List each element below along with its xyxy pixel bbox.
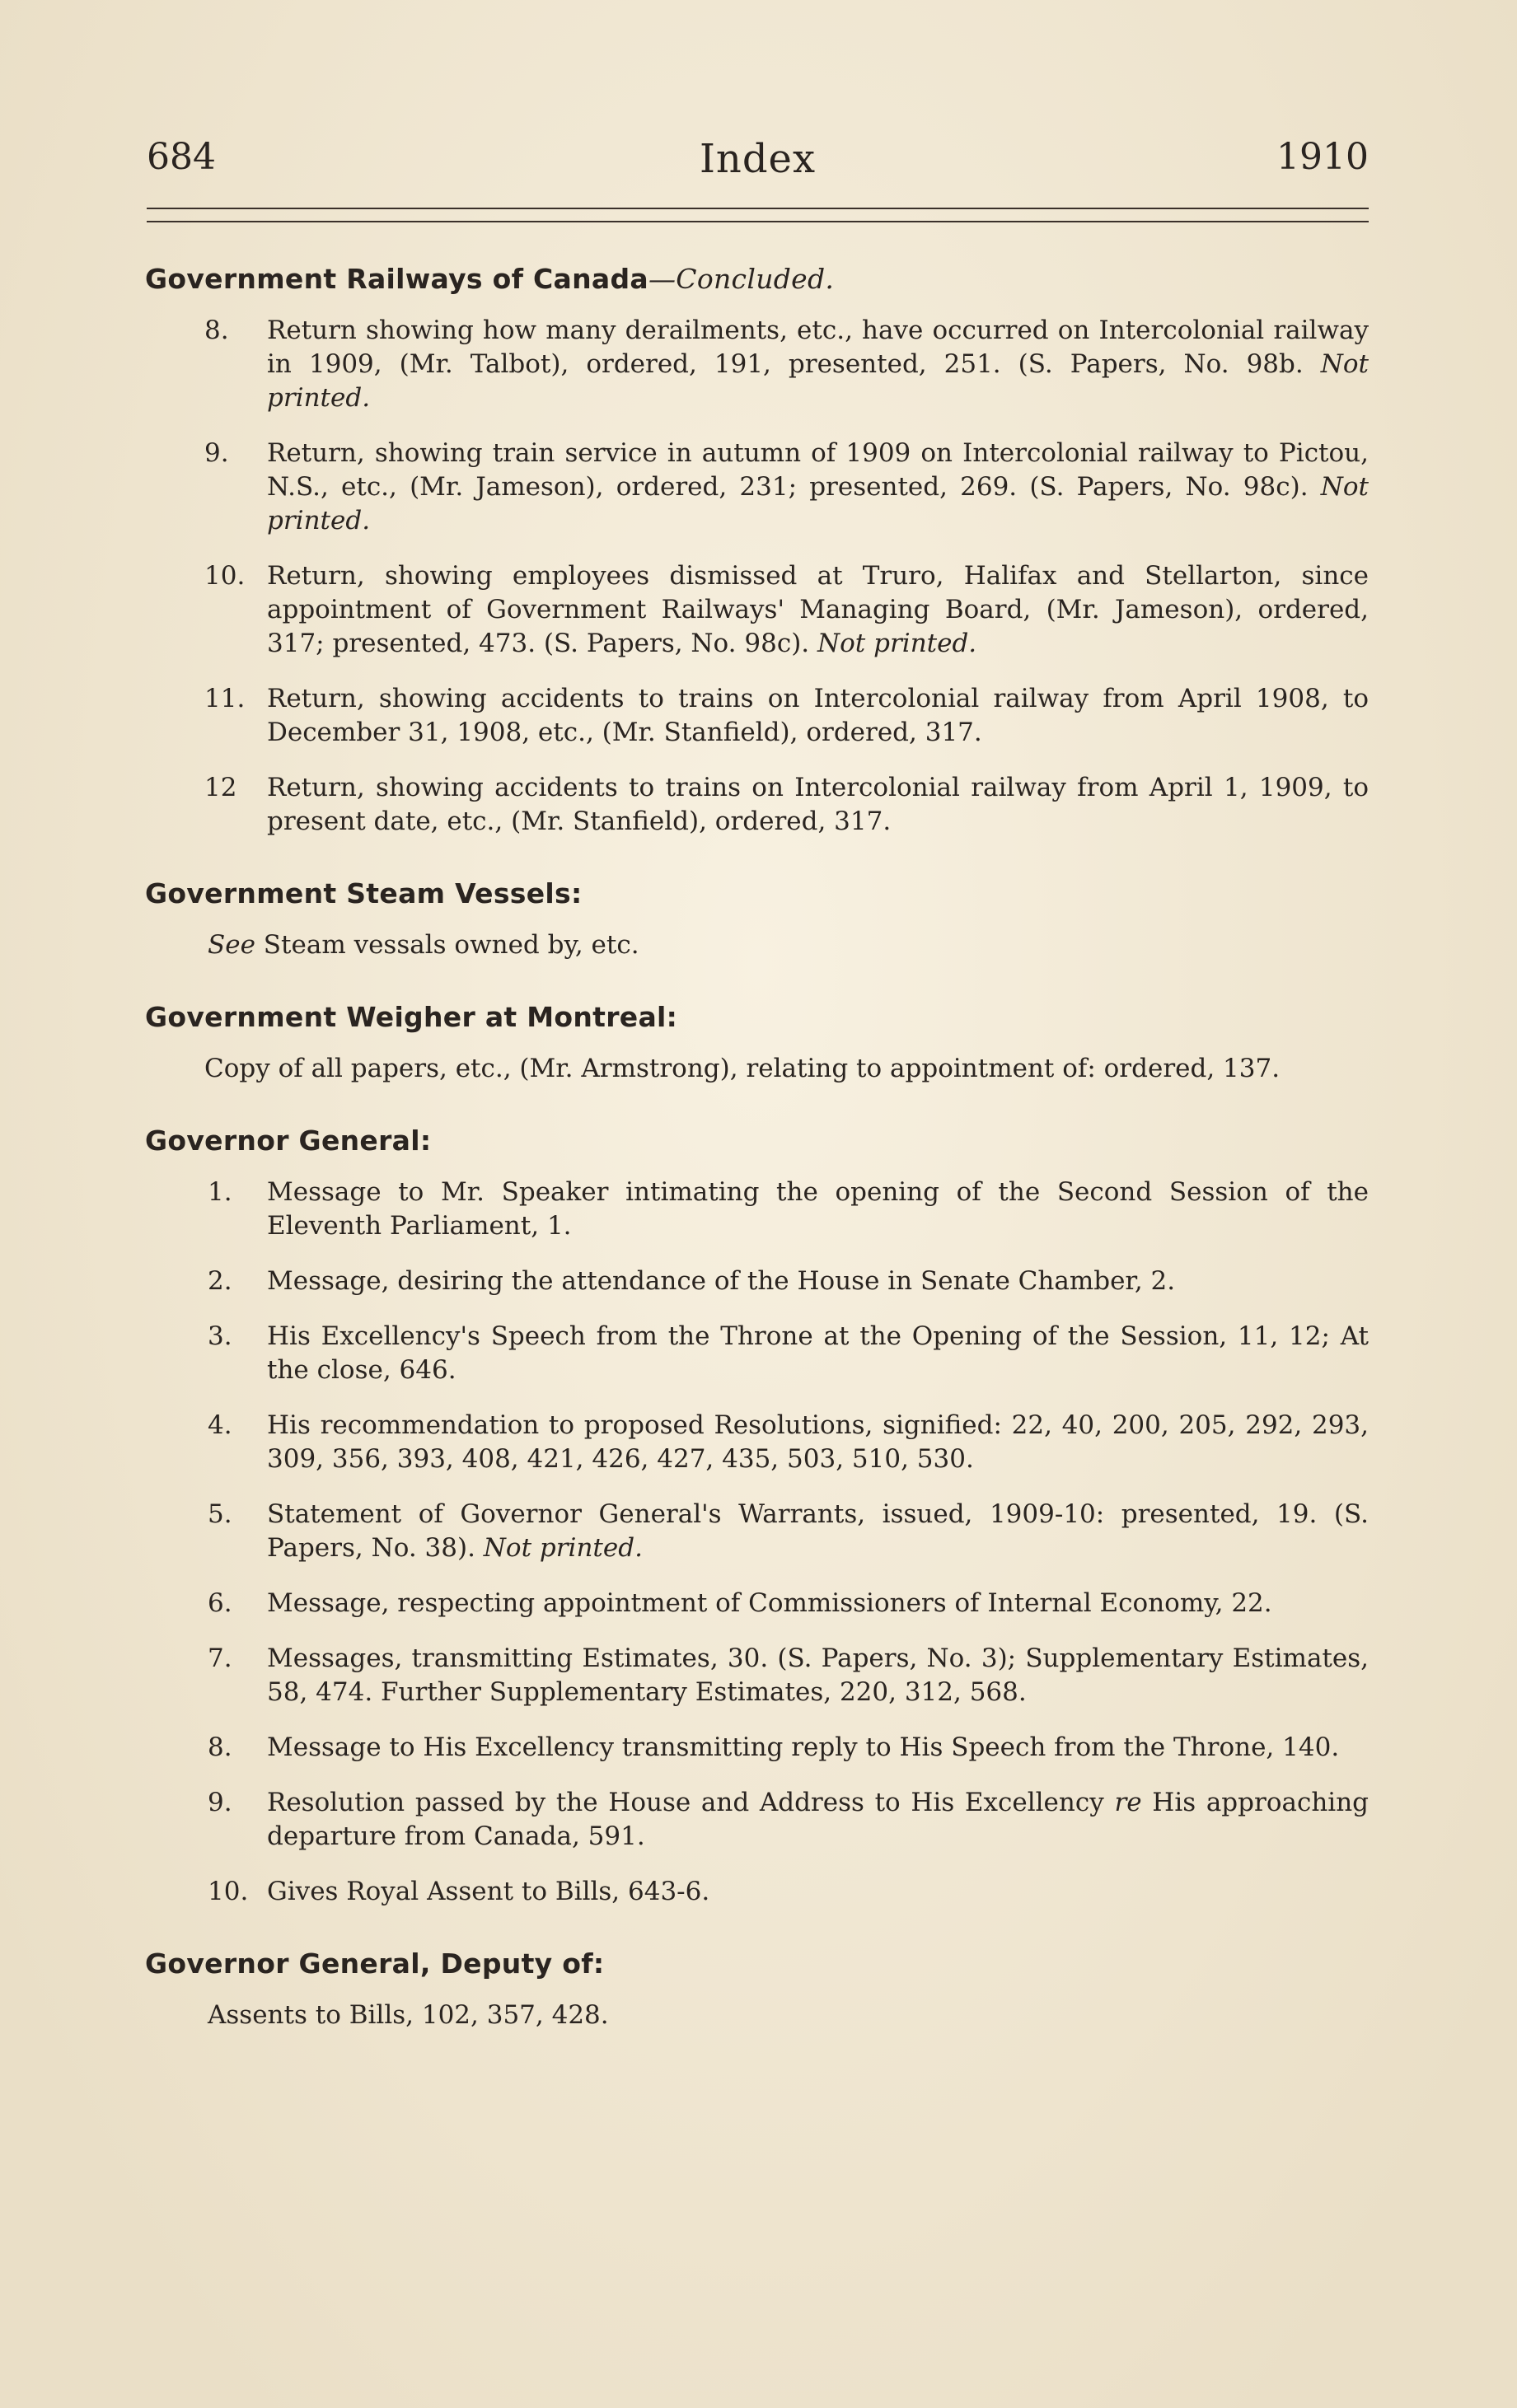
heading-suffix: —Concluded. xyxy=(648,263,835,295)
section-heading: Government Steam Vessels: xyxy=(145,877,583,909)
section-governor-general-deputy xyxy=(145,1947,1369,2032)
item-text: His recommendation to proposed Resolutions, signified: 22, 40, 200, 205, 292, 293, 309, 356, 393, 408, 421, 426, 427, 435, 503, 510, 530. xyxy=(267,1410,1369,1474)
page-header xyxy=(147,136,1369,194)
header-rule xyxy=(147,208,1369,222)
item-number: 11. xyxy=(204,684,246,713)
list-item xyxy=(145,559,1369,661)
item-text: Message to Mr. Speaker intimating the opening of the Second Session of the Eleventh Parliament, 1. xyxy=(267,1177,1369,1241)
item-text: Statement of Governor General's Warrants, issued, 1909-10: presented, 19. (S. Papers, No. 38). xyxy=(267,1499,1369,1563)
list-item xyxy=(145,1320,1369,1387)
page-year: 1910 xyxy=(1276,136,1369,178)
item-text: Message to His Excellency transmitting reply to His Speech from the Throne, 140. xyxy=(267,1732,1340,1762)
index-content xyxy=(145,262,1369,2070)
section-heading: Government Railways of Canada—Concluded. xyxy=(145,263,835,295)
item-text: Return, showing accidents to trains on Intercolonial railway from April 1, 1909, to present date, etc., (Mr. Stanfield), ordered, 317. xyxy=(267,773,1369,836)
item-text: Message, desiring the attendance of the House in Senate Chamber, 2. xyxy=(267,1266,1176,1296)
item-text: Return showing how many derailments, etc., have occurred on Intercolonial railway in 1909, (Mr. Talbot), ordered, 191, presented, 251. (S. Papers, No. 98b. xyxy=(267,316,1369,379)
item-number: 9. xyxy=(208,1788,232,1817)
item-number: 2. xyxy=(208,1266,232,1296)
list-item xyxy=(145,437,1369,538)
item-text: Return, showing train service in autumn of 1909 on Intercolonial railway to Pictou, N.S., etc., (Mr. Jameson), ordered, 231; presented, 269. (S. Papers, No. 98c). xyxy=(267,438,1369,502)
item-text: Message, respecting appointment of Commissioners of Internal Economy, 22. xyxy=(267,1588,1272,1618)
item-number: 10. xyxy=(204,561,246,591)
item-number: 6. xyxy=(208,1588,232,1618)
item-number: 9. xyxy=(204,438,229,468)
item-text: Copy of all papers, etc., (Mr. Armstrong), relating to appointment of: ordered, 137. xyxy=(204,1054,1281,1083)
see-label: See xyxy=(208,930,255,960)
item-note: Not printed. xyxy=(483,1533,643,1563)
section-heading: Governor General: xyxy=(145,1125,432,1157)
item-note: Not printed. xyxy=(267,472,1369,535)
item-text: Messages, transmitting Estimates, 30. (S. Papers, No. 3); Supplementary Estimates, 58, 474. Further Supplementary Estimates, 220, 312, 568. xyxy=(267,1644,1369,1707)
item-text: Return, showing employees dismissed at Truro, Halifax and Stellarton, since appointment of Government Railways' Managing Board, (Mr. Jameson), ordered, 317; presented, 473. (S. Papers, No. 98c). xyxy=(267,561,1369,658)
item-number: 12 xyxy=(204,773,237,802)
page-number: 684 xyxy=(147,136,216,178)
item-text: Return, showing accidents to trains on Intercolonial railway from April 1908, to December 31, 1908, etc., (Mr. Stanfield), ordered, 317. xyxy=(267,684,1369,747)
item-text: Assents to Bills, 102, 357, 428. xyxy=(208,2000,609,2030)
item-number: 7. xyxy=(208,1644,232,1673)
item-number: 1. xyxy=(208,1177,232,1207)
item-note: Not printed. xyxy=(267,349,1369,413)
list-item xyxy=(145,1409,1369,1476)
section-heading: Government Weigher at Montreal: xyxy=(145,1001,678,1033)
item-number: 5. xyxy=(208,1499,232,1529)
item-text: Gives Royal Assent to Bills, 643-6. xyxy=(267,1877,710,1906)
list-item xyxy=(145,1265,1369,1298)
item-note: Not printed. xyxy=(817,629,977,658)
list-item xyxy=(145,1498,1369,1565)
section-government-weigher xyxy=(145,1000,1369,1086)
item-number: 10. xyxy=(208,1877,249,1906)
list-item xyxy=(145,771,1369,839)
list-item xyxy=(145,1176,1369,1243)
item-number: 4. xyxy=(208,1410,232,1440)
section-heading: Governor General, Deputy of: xyxy=(145,1947,605,1980)
item-number: 8. xyxy=(208,1732,232,1762)
list-item xyxy=(145,1786,1369,1854)
cross-reference xyxy=(145,928,1369,962)
list-item xyxy=(145,682,1369,750)
list-item xyxy=(145,1587,1369,1620)
item-text: His Excellency's Speech from the Throne at the Opening of the Session, 11, 12; At the close, 646. xyxy=(267,1321,1369,1385)
list-item xyxy=(145,1875,1369,1909)
page-title: Index xyxy=(699,136,817,182)
item-number: 3. xyxy=(208,1321,232,1351)
section-government-railways xyxy=(145,262,1369,839)
item-re: re xyxy=(1114,1788,1142,1817)
item-text: Resolution passed by the House and Address to His Excellency xyxy=(267,1788,1104,1817)
item-text: Steam vessals owned by, etc. xyxy=(263,930,639,960)
section-governor-general xyxy=(145,1124,1369,1909)
item-number: 8. xyxy=(204,316,229,345)
section-government-steam-vessels xyxy=(145,877,1369,962)
list-item xyxy=(145,314,1369,415)
list-item xyxy=(145,1642,1369,1709)
item-text-continued: His approaching departure from Canada, 591. xyxy=(267,1788,1370,1851)
list-item xyxy=(145,1731,1369,1765)
